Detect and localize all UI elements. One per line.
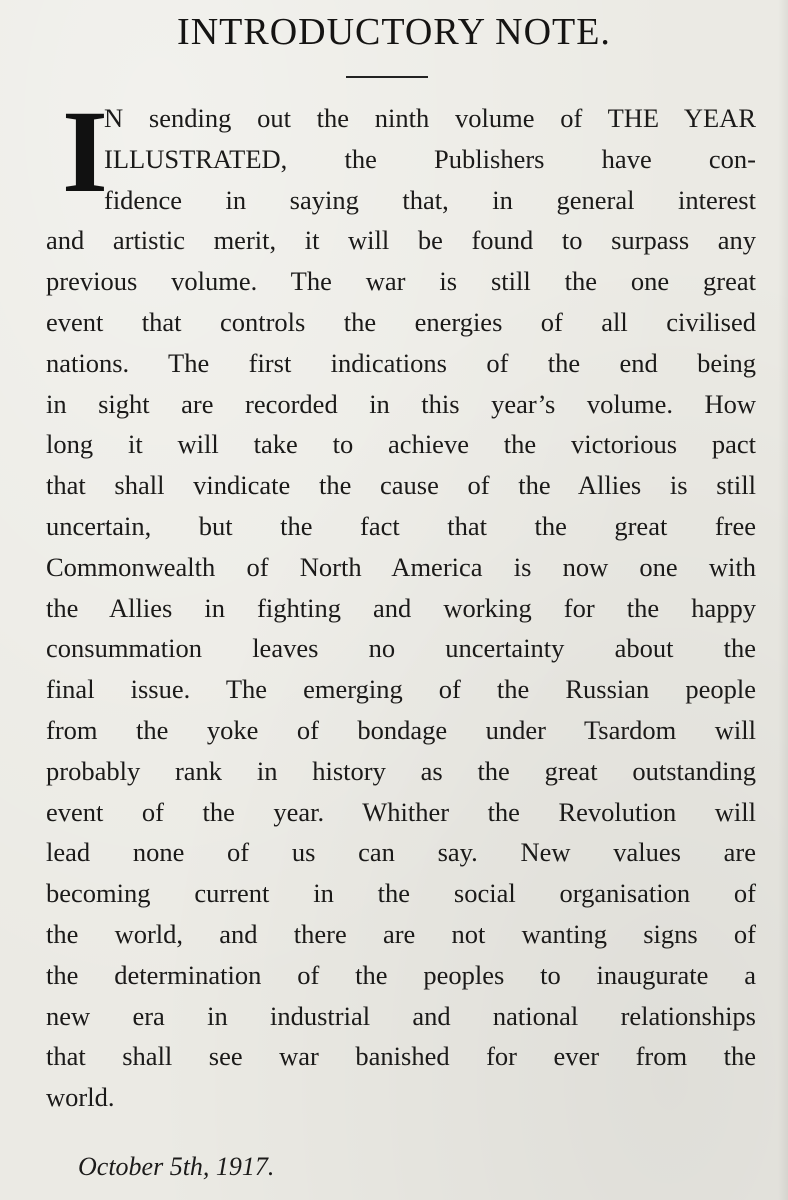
text-line: previous volume. The war is still the one great <box>46 266 756 297</box>
text-line: consummation leaves no uncertainty about the <box>46 633 756 664</box>
text-line: uncertain, but the fact that the great free <box>46 510 756 541</box>
text-line: N sending out the ninth volume of THE YEAR <box>104 103 756 133</box>
text-line: final issue. The emerging of the Russian people <box>46 674 756 705</box>
text-line: from the yoke of bondage under Tsardom will <box>46 714 756 745</box>
signature-date: October 5th, 1917. <box>78 1152 275 1181</box>
text-line: long it will take to achieve the victorious pact <box>46 429 756 460</box>
title-divider <box>346 76 428 78</box>
page-title: INTRODUCTORY NOTE. <box>177 11 611 53</box>
text-line-last: world. <box>46 1082 115 1113</box>
text-line: event that controls the energies of all civilised <box>46 306 756 337</box>
text-line: ILLUSTRATED, the Publishers have con- <box>104 143 756 174</box>
text-line: the determination of the peoples to inaugurate a <box>46 959 756 990</box>
page-edge-shadow <box>778 0 788 1200</box>
text-line: event of the year. Whither the Revolution will <box>46 796 756 827</box>
text-line: becoming current in the social organisation of <box>46 878 756 909</box>
drop-cap: I <box>62 86 108 217</box>
text-line: and artistic merit, it will be found to surpass any <box>46 225 756 256</box>
text-line: nations. The first indications of the end being <box>46 347 756 378</box>
text-line: new era in industrial and national relationships <box>46 1000 756 1031</box>
text-line: that shall vindicate the cause of the Allies is still <box>46 470 756 501</box>
text-line: Commonwealth of North America is now one with <box>46 551 756 582</box>
note-body <box>46 86 756 1118</box>
text-line: probably rank in history as the great outstanding <box>46 755 756 786</box>
text-line: in sight are recorded in this year’s volume. How <box>46 388 756 419</box>
text-line: fidence in saying that, in general interest <box>104 184 756 215</box>
text-line: that shall see war banished for ever from the <box>46 1041 756 1072</box>
text-line: the Allies in fighting and working for the happy <box>46 592 756 623</box>
text-line: the world, and there are not wanting signs of <box>46 918 756 949</box>
text-line: lead none of us can say. New values are <box>46 837 756 868</box>
